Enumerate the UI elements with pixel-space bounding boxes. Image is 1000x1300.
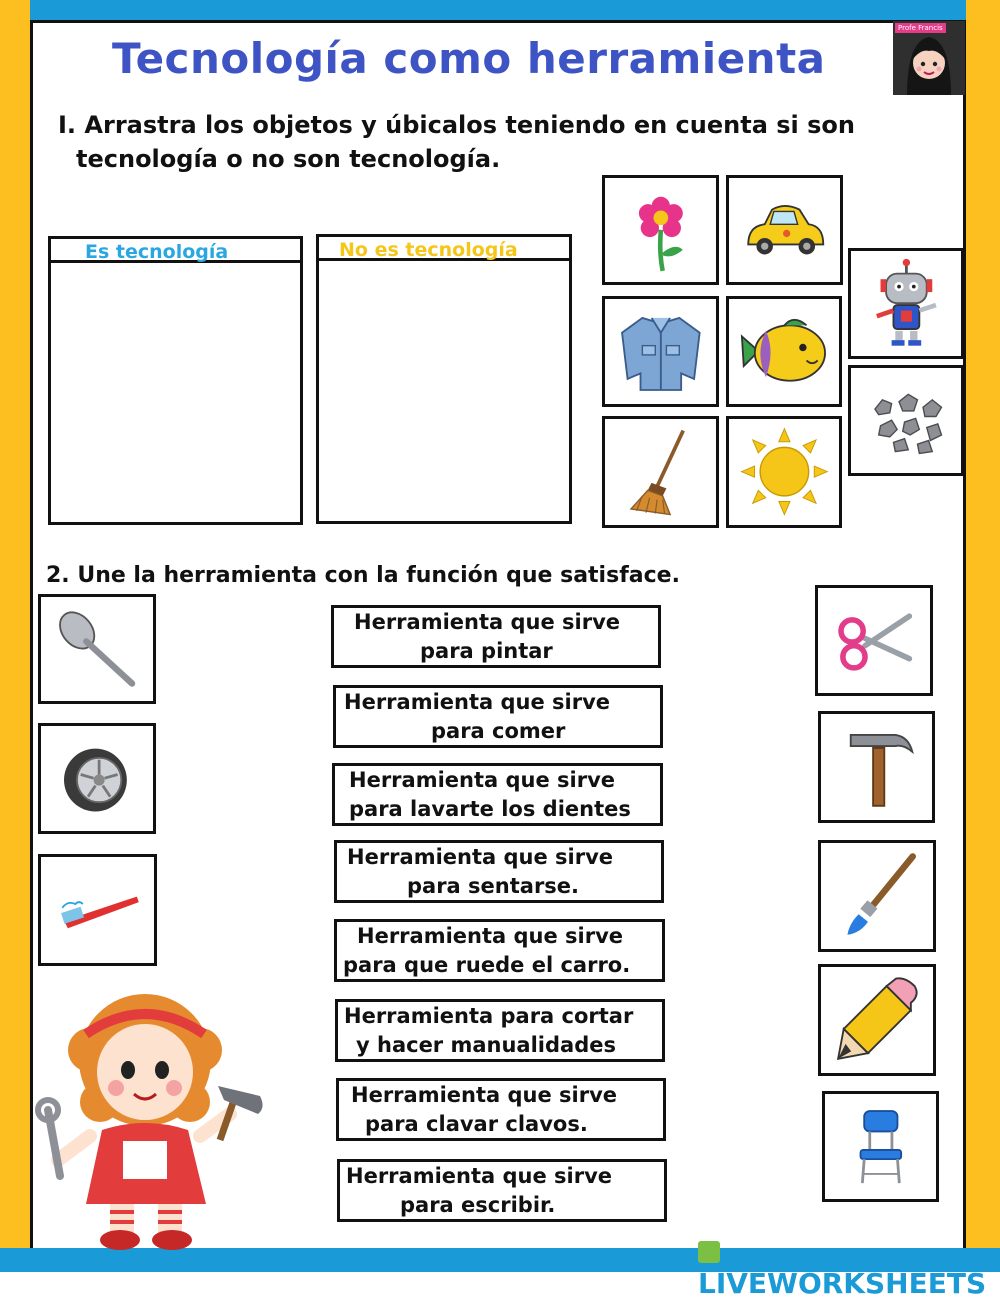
tire-icon bbox=[48, 732, 147, 824]
pencil-icon bbox=[828, 973, 927, 1066]
tool-card-toothbrush[interactable] bbox=[38, 854, 157, 966]
function-box-clavar[interactable] bbox=[336, 1078, 666, 1141]
spoon-icon bbox=[48, 603, 147, 695]
function-text-line-1: Herramienta que sirve bbox=[346, 1164, 613, 1188]
sun-icon bbox=[736, 425, 833, 518]
function-text-line-2: para pintar bbox=[420, 639, 553, 663]
hammer-icon bbox=[828, 720, 926, 813]
toothbrush-icon bbox=[48, 863, 147, 956]
function-text-line-2: para clavar clavos. bbox=[365, 1112, 588, 1136]
function-text-line-1: Herramienta que sirve bbox=[347, 845, 614, 869]
car-icon bbox=[736, 184, 834, 276]
function-text-line-2: para sentarse. bbox=[407, 874, 580, 898]
function-box-ruede-carro[interactable] bbox=[334, 919, 665, 982]
function-text-line-2: para lavarte los dientes bbox=[349, 797, 631, 821]
watermark-text: LIVEWORKSHEETS bbox=[698, 1267, 987, 1300]
function-text-line-1: Herramienta que sirve bbox=[344, 690, 611, 714]
drag-item-flower[interactable] bbox=[602, 175, 719, 285]
fish-icon bbox=[736, 305, 833, 397]
rocks-icon bbox=[858, 374, 955, 466]
drag-item-broom[interactable] bbox=[602, 416, 719, 528]
drag-item-rocks[interactable] bbox=[848, 365, 964, 476]
frame-top bbox=[0, 0, 1000, 20]
function-box-lavar-dientes[interactable] bbox=[332, 763, 663, 826]
function-text-line-2: para escribir. bbox=[400, 1193, 556, 1217]
drop-zone-label-es-tecnologia: Es tecnología bbox=[51, 239, 300, 263]
question-1-line-1: I. Arrastra los objetos y úbicalos teniendo en cuenta si son bbox=[58, 111, 855, 139]
function-text-line-1: Herramienta para cortar bbox=[344, 1004, 634, 1028]
broom-icon bbox=[612, 425, 710, 518]
tool-card-hammer[interactable] bbox=[818, 711, 935, 823]
function-box-cortar[interactable] bbox=[335, 999, 665, 1062]
flower-icon bbox=[612, 184, 710, 276]
drag-item-shirt[interactable] bbox=[602, 296, 719, 407]
tool-card-spoon[interactable] bbox=[38, 594, 156, 704]
girl-with-tools-illustration bbox=[30, 990, 275, 1252]
function-text-line-2: para que ruede el carro. bbox=[343, 953, 631, 977]
drag-item-sun[interactable] bbox=[726, 416, 842, 528]
avatar-label: Profe Francis bbox=[895, 23, 946, 33]
avatar bbox=[893, 21, 965, 95]
function-box-comer[interactable] bbox=[333, 685, 663, 748]
function-box-sentarse[interactable] bbox=[334, 840, 664, 903]
scissors-icon bbox=[825, 594, 924, 686]
function-box-pintar[interactable] bbox=[331, 605, 661, 668]
function-text-line-1: Herramienta que sirve bbox=[351, 1083, 618, 1107]
function-text-line-2: para comer bbox=[431, 719, 566, 743]
drag-item-car[interactable] bbox=[726, 175, 843, 285]
question-1-line-2: tecnología o no son tecnología. bbox=[76, 145, 501, 173]
function-text-line-1: Herramienta que sirve bbox=[357, 924, 624, 948]
drop-zone-es-tecnologia[interactable] bbox=[48, 236, 303, 525]
frame-right bbox=[966, 0, 1000, 1272]
tool-card-tire[interactable] bbox=[38, 723, 156, 834]
watermark bbox=[698, 1234, 1000, 1300]
liveworksheets-logo-icon bbox=[698, 1241, 720, 1263]
shirt-icon bbox=[612, 305, 710, 397]
robot-icon bbox=[858, 257, 955, 349]
function-text-line-2: y hacer manualidades bbox=[356, 1033, 616, 1057]
frame-left bbox=[0, 0, 30, 1272]
page-title: Tecnología como herramienta bbox=[112, 34, 826, 83]
question-2: 2. Une la herramienta con la función que satisface. bbox=[46, 563, 680, 588]
drag-item-fish[interactable] bbox=[726, 296, 842, 407]
tool-card-paintbrush[interactable] bbox=[818, 840, 936, 952]
tool-card-chair[interactable] bbox=[822, 1091, 939, 1202]
drop-zone-no-es-tecnologia[interactable] bbox=[316, 234, 572, 524]
tool-card-pencil[interactable] bbox=[818, 964, 936, 1076]
drag-item-robot[interactable] bbox=[848, 248, 964, 359]
function-text-line-1: Herramienta que sirve bbox=[354, 610, 621, 634]
drop-zone-label-no-es-tecnologia: No es tecnología bbox=[319, 237, 569, 261]
function-text-line-1: Herramienta que sirve bbox=[349, 768, 616, 792]
tool-card-scissors[interactable] bbox=[815, 585, 933, 696]
chair-icon bbox=[832, 1100, 930, 1192]
wrench-icon bbox=[38, 1100, 60, 1176]
paintbrush-icon bbox=[828, 849, 927, 942]
function-box-escribir[interactable] bbox=[337, 1159, 667, 1222]
